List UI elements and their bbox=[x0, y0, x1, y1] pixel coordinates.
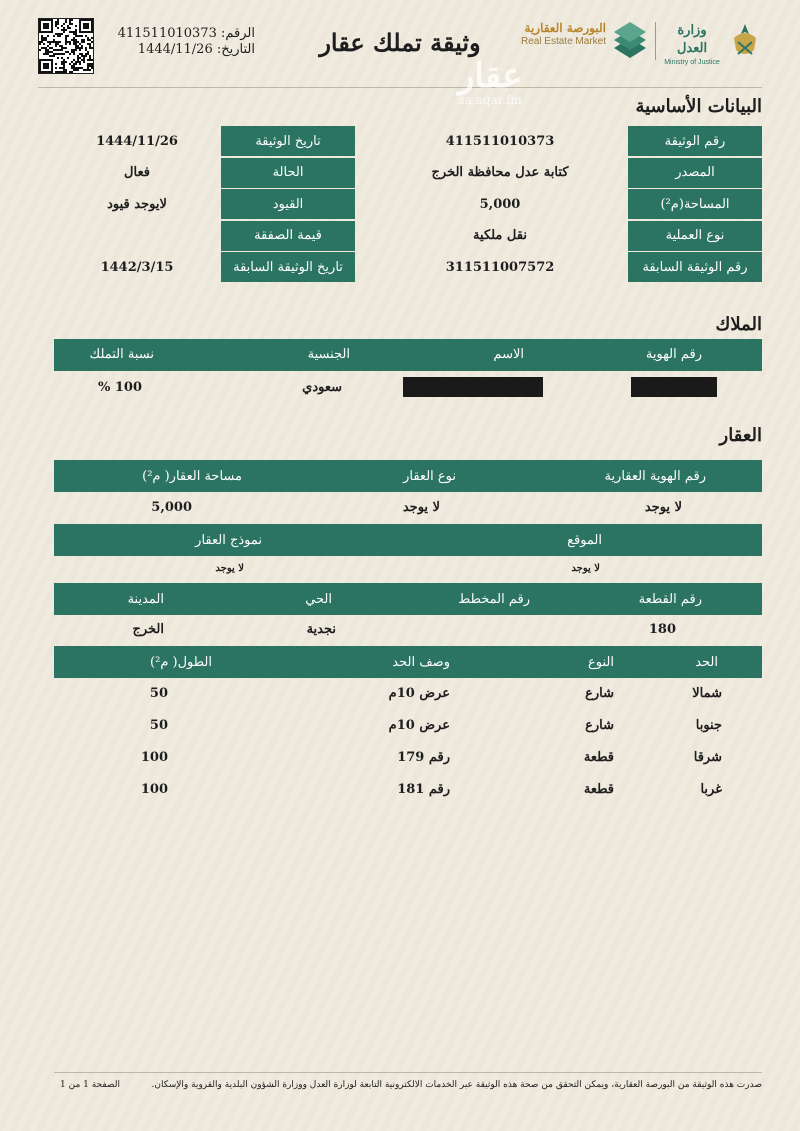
value-source: كتابة عدل محافظة الخرج bbox=[431, 165, 569, 181]
border-type: قطعة bbox=[583, 750, 614, 765]
border-row bbox=[54, 684, 762, 708]
property-value-type: لا يوجد bbox=[402, 500, 440, 515]
owners-header-nationality: الجنسية bbox=[307, 347, 350, 362]
value-doc-date: 1444/11/26 bbox=[96, 133, 178, 149]
justice-logo-text-en: Ministry of Justice bbox=[664, 59, 720, 66]
border-desc: رقم 179 bbox=[397, 750, 450, 765]
ministry-of-justice-logo bbox=[662, 22, 722, 66]
borders-header-side: الحد bbox=[695, 655, 718, 670]
aqar-watermark bbox=[458, 58, 522, 106]
label-restrictions: القيود bbox=[221, 189, 355, 219]
property-header-type: نوع العقار bbox=[403, 469, 456, 484]
border-side: غربا bbox=[700, 782, 722, 797]
owner-share: 100 % bbox=[97, 380, 142, 395]
property-header-row-3 bbox=[54, 583, 762, 615]
border-length: 100 bbox=[140, 750, 168, 765]
saudi-emblem-icon bbox=[726, 20, 764, 62]
ref-number-value: 411511010373 bbox=[117, 26, 217, 41]
property-value-id: لا يوجد bbox=[644, 500, 682, 515]
property-header-plot: رقم القطعة bbox=[638, 592, 702, 607]
basic-data-title: البيانات الأساسية bbox=[635, 96, 762, 117]
border-length: 100 bbox=[140, 782, 168, 797]
market-logo-text-en: Real Estate Market bbox=[520, 36, 606, 47]
real-estate-market-logo bbox=[520, 20, 606, 62]
market-emblem-icon bbox=[610, 18, 652, 64]
property-value-area: 5,000 bbox=[151, 500, 192, 515]
footer-divider bbox=[54, 1072, 762, 1073]
property-header-city: المدينة bbox=[127, 592, 164, 607]
value-doc-number: 411511010373 bbox=[445, 133, 555, 149]
label-status: الحالة bbox=[221, 158, 355, 188]
qr-code bbox=[38, 18, 94, 74]
border-type: شارع bbox=[585, 686, 614, 701]
border-side: شرقا bbox=[693, 750, 722, 765]
justice-logo-text-ar: وزارة العدل bbox=[676, 23, 708, 56]
property-title: العقار bbox=[719, 425, 762, 446]
label-deal-value: قيمة الصفقة bbox=[221, 221, 355, 251]
value-restrictions: لايوجد قيود bbox=[107, 196, 167, 212]
property-values-row-1 bbox=[54, 498, 762, 520]
border-type: قطعة bbox=[583, 782, 614, 797]
value-previous-doc-number: 311511007572 bbox=[445, 259, 555, 275]
property-value-district: نجدية bbox=[306, 622, 336, 637]
property-header-row-1 bbox=[54, 460, 762, 492]
ref-date-label: التاريخ: bbox=[216, 42, 255, 57]
border-length: 50 bbox=[149, 718, 168, 733]
value-deal-value bbox=[54, 221, 220, 251]
value-status: فعال bbox=[124, 165, 150, 181]
owners-header-name: الاسم bbox=[493, 347, 524, 362]
owners-header-share: نسبة التملك bbox=[89, 347, 154, 362]
logo-divider bbox=[655, 22, 656, 60]
border-desc: عرض 10م bbox=[388, 686, 450, 701]
label-operation-type: نوع العملية bbox=[628, 221, 762, 251]
property-value-model: لا يوجد bbox=[215, 563, 244, 574]
property-header-id: رقم الهوية العقارية bbox=[604, 469, 706, 484]
label-area: المساحة(م²) bbox=[628, 189, 762, 219]
borders-header-length: الطول( م²) bbox=[150, 655, 212, 670]
page-number: الصفحة 1 من 1 bbox=[60, 1080, 120, 1090]
property-header-model: نموذج العقار bbox=[195, 533, 262, 548]
document-reference bbox=[117, 26, 255, 58]
header-divider bbox=[38, 87, 762, 88]
owners-title: الملاك bbox=[715, 314, 762, 335]
owners-header-id: رقم الهوية bbox=[645, 347, 702, 362]
owner-row bbox=[54, 377, 762, 401]
border-type: شارع bbox=[585, 718, 614, 733]
watermark-text: عقار bbox=[458, 56, 523, 96]
property-header-row-2 bbox=[54, 524, 762, 556]
label-doc-number: رقم الوثيقة bbox=[628, 126, 762, 156]
border-row bbox=[54, 780, 762, 804]
borders-header-desc: وصف الحد bbox=[392, 655, 450, 670]
border-desc: عرض 10م bbox=[388, 718, 450, 733]
value-operation-type: نقل ملكية bbox=[473, 228, 527, 244]
property-values-row-2 bbox=[54, 561, 762, 579]
property-header-area: مساحة العقار( م²) bbox=[142, 469, 242, 484]
ref-date-value: 1444/11/26 bbox=[137, 42, 213, 57]
value-previous-doc-date: 1442/3/15 bbox=[100, 259, 174, 275]
property-value-plot: 180 bbox=[648, 622, 676, 637]
property-value-location: لا يوجد bbox=[571, 563, 600, 574]
redacted-owner-id bbox=[631, 377, 717, 397]
watermark-site: sa.aqar.fm bbox=[458, 93, 522, 107]
border-side: جنوبا bbox=[695, 718, 722, 733]
borders-header-row bbox=[54, 646, 762, 678]
market-logo-text-ar: البورصة العقارية bbox=[524, 21, 606, 35]
ref-date-line bbox=[125, 42, 255, 58]
redacted-owner-name bbox=[403, 377, 543, 397]
border-side: شمالا bbox=[692, 686, 722, 701]
owner-nationality: سعودي bbox=[302, 380, 342, 395]
label-previous-doc-date: تاريخ الوثيقة السابقة bbox=[221, 252, 355, 282]
owners-header-row bbox=[54, 339, 762, 371]
value-area: 5,000 bbox=[479, 196, 521, 212]
property-header-location: الموقع bbox=[567, 533, 602, 548]
ref-number-line bbox=[117, 26, 255, 42]
border-length: 50 bbox=[149, 686, 168, 701]
property-header-district: الحي bbox=[305, 592, 332, 607]
label-previous-doc-number: رقم الوثيقة السابقة bbox=[628, 252, 762, 282]
label-source: المصدر bbox=[628, 158, 762, 188]
border-desc: رقم 181 bbox=[397, 782, 450, 797]
document-title: وثيقة تملك عقار bbox=[319, 28, 481, 57]
border-row bbox=[54, 716, 762, 740]
label-doc-date: تاريخ الوثيقة bbox=[221, 126, 355, 156]
property-values-row-3 bbox=[54, 620, 762, 642]
ref-number-label: الرقم: bbox=[221, 26, 255, 41]
footer-note: صدرت هذه الوثيقة من البورصة العقارية، ويمكن التحقق من صحة هذه الوثيقة عبر الخدمات الالكترونية التابعة لوزارة العدل ووزارة الشؤون البلدية والقروية والإسكان. bbox=[151, 1080, 762, 1090]
property-header-plan: رقم المخطط bbox=[458, 592, 530, 607]
property-value-city: الخرج bbox=[132, 622, 164, 637]
borders-header-type: النوع bbox=[588, 655, 614, 670]
border-row bbox=[54, 748, 762, 772]
